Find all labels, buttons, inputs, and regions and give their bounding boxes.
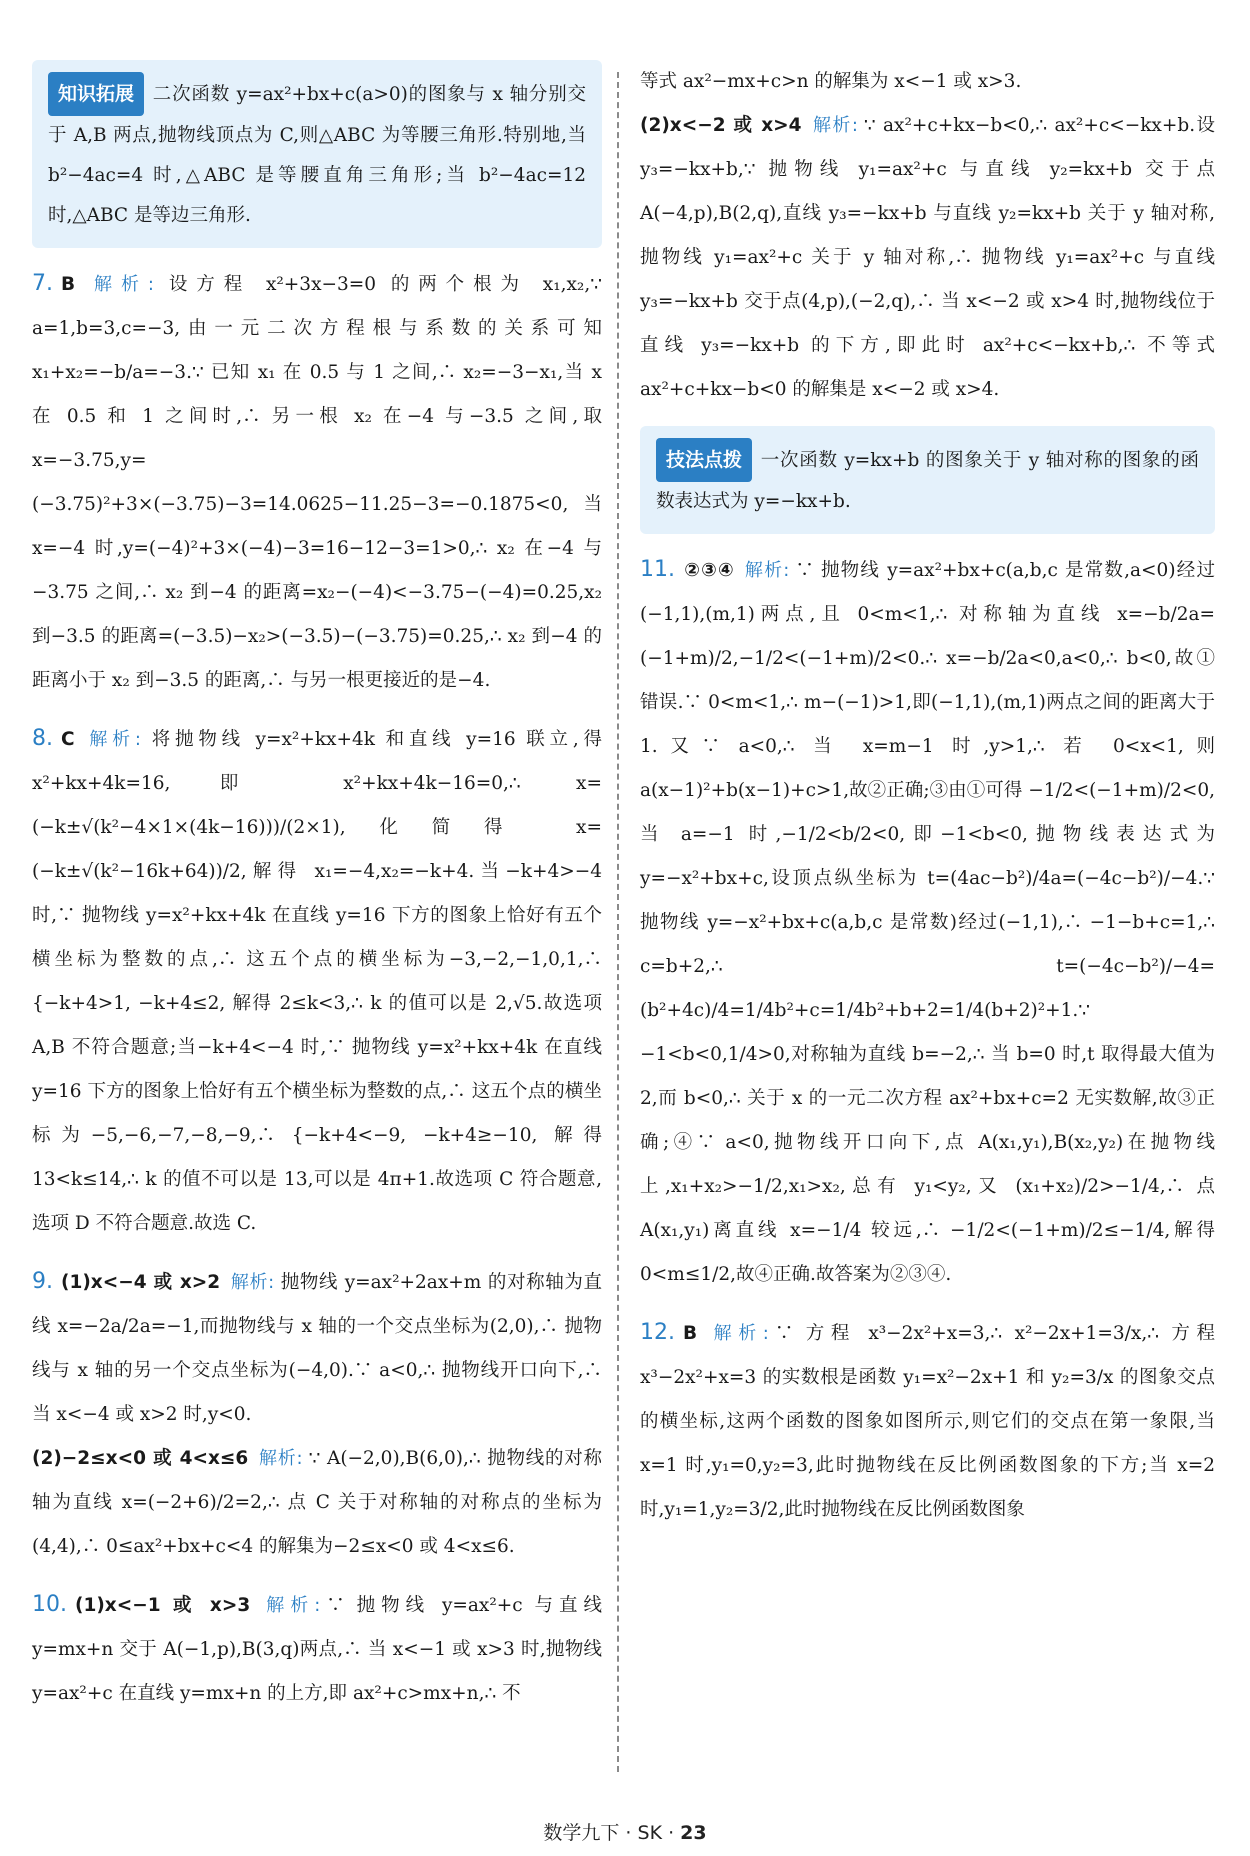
analysis-label: 解析:	[230, 1272, 275, 1293]
answer: ②③④	[683, 560, 735, 581]
analysis-label: 解析:	[84, 729, 141, 750]
question-number: 12.	[640, 1320, 675, 1345]
page-number: 23	[680, 1822, 707, 1844]
knowledge-extension-box	[32, 60, 602, 248]
analysis-text: 设方程 x²+3x−3=0 的两个根为 x₁,x₂,∵ a=1,b=3,c=−3,由一元二次方程根与系数的关系可知 x₁+x₂=−b/a=−3.∵ 已知 x₁ 在 0.5 与 1 之间,∴ x₂=−3−x₁,当 x 在 0.5 和 1 之间时,∴ 另一根 x₂ 在−4 与−3.5 之间,取 x=−3.75,y=(−3.75)²+3×(−3.75)−3=14.0625−11.25−3=−0.1875<0,当 x=−4 时,y=(−4)²+3×(−4)−3=16−12−3=1>0,∴ x₂ 在−4 与−3.75 之间,∴ x₂ 到−4 的距离=x₂−(−4)<−3.75−(−4)=0.25,x₂ 到−3.5 的距离=(−3.5)−x₂>(−3.5)−(−3.75)=0.25,∴ x₂ 到−4 的距离小于 x₂ 到−3.5 的距离,∴ 与另一根更接近的是−4.	[32, 274, 602, 691]
analysis-text-part-1: ∵ 抛物线 y=ax²+c 与直线 y=mx+n 交于 A(−1,p),B(3,q)两点,∴ 当 x<−1 或 x>3 时,抛物线 y=ax²+c 在直线 y=mx+n 的上方,即 ax²+c>mx+n,∴ 不	[32, 1595, 602, 1704]
answer-part-2: (2)x<−2 或 x>4	[640, 115, 802, 136]
question-10-continued-text: 等式 ax²−mx+c>n 的解集为 x<−1 或 x>3.	[640, 71, 1022, 92]
question-12	[640, 1311, 1215, 1532]
question-number: 7.	[32, 271, 53, 296]
question-9	[32, 1260, 602, 1569]
question-number: 8.	[32, 726, 53, 751]
analysis-text: 将抛物线 y=x²+kx+4k 和直线 y=16 联立,得 x²+kx+4k=16,即 x²+kx+4k−16=0,∴ x=(−k±√(k²−4×1×(4k−16)))/(2×1),化简得 x=(−k±√(k²−16k+64))/2,解得 x₁=−4,x₂=−k+4.当−k+4>−4 时,∵ 抛物线 y=x²+kx+4k 在直线 y=16 下方的图象上恰好有五个横坐标为整数的点,∴ 这五个点的横坐标为−3,−2,−1,0,1,∴ {−k+4>1, −k+4≤2, 解得 2≤k<3,∴ k 的值可以是 2,√5.故选项 A,B 不符合题意;当−k+4<−4 时,∵ 抛物线 y=x²+kx+4k 在直线 y=16 下方的图象上恰好有五个横坐标为整数的点,∴ 这五个点的横坐标为−5,−6,−7,−8,−9,∴ {−k+4<−9, −k+4≥−10, 解得 13<k≤14,∴ k 的值不可以是 13,可以是 4π+1.故选项 C 符合题意,选项 D 不符合题意.故选 C.	[32, 729, 602, 1234]
question-number: 10.	[32, 1592, 67, 1617]
left-column	[32, 60, 602, 1730]
analysis-text-part-2: ∵ ax²+c+kx−b<0,∴ ax²+c<−kx+b.设 y₃=−kx+b,∵ 抛物线 y₁=ax²+c 与直线 y₂=kx+b 交于点 A(−4,p),B(2,q),直线 y₃=−kx+b 与直线 y₂=kx+b 关于 y 轴对称,抛物线 y₁=ax²+c 关于 y 轴对称,∴ 抛物线 y₁=ax²+c 与直线 y₃=−kx+b 交于点(4,p),(−2,q),∴ 当 x<−2 或 x>4 时,抛物线位于直线 y₃=−kx+b 的下方,即此时 ax²+c<−kx+b,∴ 不等式 ax²+c+kx−b<0 的解集是 x<−2 或 x>4.	[640, 115, 1215, 400]
technique-tip-box	[640, 426, 1215, 534]
knowledge-extension-tag: 知识拓展	[48, 72, 144, 116]
answer: C	[61, 729, 75, 750]
answer-part-2: (2)−2≤x<0 或 4<x≤6	[32, 1448, 249, 1469]
question-number: 11.	[640, 557, 675, 582]
answer-part-1: (1)x<−1 或 x>3	[75, 1595, 251, 1616]
question-10	[32, 1583, 602, 1716]
answer: B	[683, 1323, 698, 1344]
answer: B	[61, 274, 76, 295]
question-8	[32, 717, 602, 1246]
analysis-label: 解析:	[707, 1323, 769, 1344]
answer-part-1: (1)x<−4 或 x>2	[61, 1272, 221, 1293]
question-number: 9.	[32, 1269, 53, 1294]
technique-tip-tag: 技法点拨	[656, 438, 752, 482]
right-column	[640, 60, 1215, 1546]
knowledge-extension-text: 二次函数 y=ax²+bx+c(a>0)的图象与 x 轴分别交于 A,B 两点,抛物线顶点为 C,则△ABC 为等腰三角形.特别地,当 b²−4ac=4 时,△ABC 是等腰直角三角形;当 b²−4ac=12 时,△ABC 是等边三角形.	[48, 84, 586, 226]
question-7	[32, 262, 602, 703]
footer-subject: 数学九下 · SK ·	[543, 1822, 681, 1844]
analysis-text-part-1: 抛物线 y=ax²+2ax+m 的对称轴为直线 x=−2a/2a=−1,而抛物线与 x 轴的一个交点坐标为(2,0),∴ 抛物线与 x 轴的另一个交点坐标为(−4,0).∵ a<0,∴ 抛物线开口向下,∴ 当 x<−4 或 x>2 时,y<0.	[32, 1272, 602, 1425]
analysis-label: 解析:	[811, 115, 858, 136]
page-footer	[0, 1818, 1250, 1845]
question-10-continued	[640, 60, 1215, 412]
column-divider	[617, 72, 619, 1772]
analysis-label: 解析:	[85, 274, 154, 295]
analysis-label: 解析:	[258, 1448, 303, 1469]
analysis-label: 解析:	[744, 560, 790, 581]
analysis-label: 解析:	[260, 1595, 321, 1616]
analysis-text: ∵ 方程 x³−2x²+x=3,∴ x²−2x+1=3/x,∴ 方程 x³−2x²+x=3 的实数根是函数 y₁=x²−2x+1 和 y₂=3/x 的图象交点的横坐标,这两个函数的图象如图所示,则它们的交点在第一象限,当 x=1 时,y₁=0,y₂=3,此时抛物线在反比例函数图象的下方;当 x=2 时,y₁=1,y₂=3/2,此时抛物线在反比例函数图象	[640, 1323, 1215, 1520]
analysis-text-part-2: ∵ A(−2,0),B(6,0),∴ 抛物线的对称轴为直线 x=(−2+6)/2=2,∴ 点 C 关于对称轴的对称点的坐标为(4,4),∴ 0≤ax²+bx+c<4 的解集为−2≤x<0 或 4<x≤6.	[32, 1448, 602, 1557]
question-11	[640, 548, 1215, 1297]
analysis-text: ∵ 抛物线 y=ax²+bx+c(a,b,c 是常数,a<0)经过(−1,1),(m,1)两点,且 0<m<1,∴ 对称轴为直线 x=−b/2a=(−1+m)/2,−1/2<(−1+m)/2<0.∴ x=−b/2a<0,a<0,∴ b<0,故①错误.∵ 0<m<1,∴ m−(−1)>1,即(−1,1),(m,1)两点之间的距离大于 1.又∵ a<0,∴ 当 x=m−1 时,y>1,∴ 若 0<x<1,则 a(x−1)²+b(x−1)+c>1,故②正确;③由①可得 −1/2<(−1+m)/2<0,当 a=−1 时,−1/2<b/2<0,即−1<b<0,抛物线表达式为 y=−x²+bx+c,设顶点纵坐标为 t=(4ac−b²)/4a=(−4c−b²)/−4.∵ 抛物线 y=−x²+bx+c(a,b,c 是常数)经过(−1,1),∴ −1−b+c=1,∴ c=b+2,∴ t=(−4c−b²)/−4=(b²+4c)/4=1/4b²+c=1/4b²+b+2=1/4(b+2)²+1.∵ −1<b<0,1/4>0,对称轴为直线 b=−2,∴ 当 b=0 时,t 取得最大值为 2,而 b<0,∴ 关于 x 的一元二次方程 ax²+bx+c=2 无实数解,故③正确;④∵ a<0,抛物线开口向下,点 A(x₁,y₁),B(x₂,y₂)在抛物线上,x₁+x₂>−1/2,x₁>x₂,总有 y₁<y₂,又 (x₁+x₂)/2>−1/4,∴ 点 A(x₁,y₁)离直线 x=−1/4 较远,∴ −1/2<(−1+m)/2≤−1/4,解得 0<m≤1/2,故④正确.故答案为②③④.	[640, 560, 1215, 1285]
technique-tip-text: 一次函数 y=kx+b 的图象关于 y 轴对称的图象的函数表达式为 y=−kx+b.	[656, 450, 1199, 512]
